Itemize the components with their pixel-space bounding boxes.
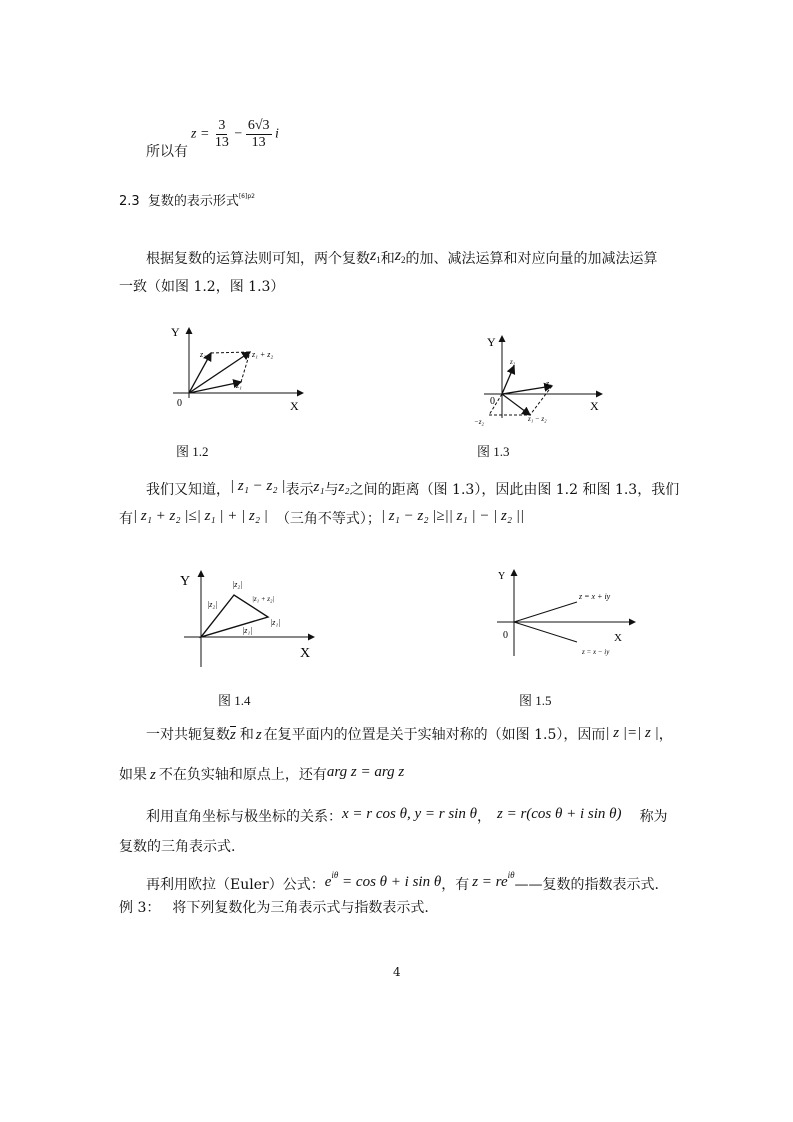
euler-formula: $e^{i\theta} = \cos \theta + i$ sin θ	[324, 870, 442, 890]
example-text: 将下列复数化为三角表示式与指数表示式.	[172, 900, 429, 916]
y-label: Y	[171, 325, 180, 339]
intro-text: 所以有	[146, 144, 188, 160]
dash-side	[530, 386, 552, 415]
dash-top	[211, 352, 250, 353]
section-title: 复数的表示形式	[147, 194, 239, 209]
y-label: Y	[498, 571, 506, 582]
origin-label: 0	[503, 630, 508, 641]
figure-1-5	[495, 566, 640, 661]
x-label: X	[300, 646, 311, 661]
para1-line1	[146, 247, 657, 268]
para2-text-f: （三角不等式）；	[275, 511, 381, 527]
z1-label: |z₁|	[270, 618, 281, 627]
z2-vector	[502, 366, 514, 394]
figure-1-3	[470, 328, 620, 433]
para5-text-a: 再利用欧拉（Euler）公式：	[146, 877, 325, 893]
minus-sign: −	[234, 126, 243, 142]
z1-symbol: $z_1$	[370, 247, 381, 265]
para3-text-b: 和	[239, 727, 254, 743]
sum-label: |z₁ + z₂|	[252, 595, 275, 603]
lower-label: z = x − iy	[582, 648, 610, 656]
fraction-1: $\frac{3}{13}$	[214, 118, 229, 150]
x-label: X	[590, 399, 599, 413]
upper-label: z = x + iy	[579, 592, 611, 601]
z1-inline: z₁	[313, 479, 325, 495]
diff-vector	[502, 394, 530, 415]
origin-label: 0	[177, 398, 182, 409]
para1-line2: 一致（如图 1.2，图 1.3）	[119, 279, 285, 295]
modulus-equality: | z |=| z |	[605, 725, 659, 741]
z2-label: z₂	[200, 350, 206, 359]
reverse-triangle-inequality: | z₁ − z₂ |≥|| z₁ | − | z₂ ||	[380, 508, 525, 524]
para2-text-b: 表示	[285, 482, 314, 498]
para2-line2	[119, 508, 524, 528]
z2-side-label: |z₂|	[207, 600, 218, 609]
polar-relation: x = r cos θ, y = r sin θ	[342, 806, 477, 822]
x-label: X	[290, 399, 299, 413]
section-number: 2.3	[119, 194, 140, 209]
para4-line2: 复数的三角表示式.	[119, 839, 236, 855]
origin-label: 0	[490, 396, 495, 407]
figure-1-4	[176, 565, 326, 670]
para5-text-c: ——复数的指数表示式.	[514, 877, 659, 893]
z1-label: z₁	[546, 379, 552, 388]
fig15-caption: 图 1.5	[519, 693, 552, 708]
neg-z2-label: −z₂	[474, 418, 484, 426]
z1-base-label: |z₁|	[242, 626, 253, 635]
arg-equality: arg z = arg z	[326, 764, 405, 780]
para4-separator: ，	[476, 809, 491, 825]
para2-line1	[146, 478, 679, 499]
para3-text-e: 不在负实轴和原点上，还有	[158, 767, 327, 783]
z2-vector	[189, 353, 211, 393]
para3-line1	[146, 724, 673, 744]
fraction-2: $\frac{6√3}{13}$	[247, 118, 270, 150]
y-label: Y	[180, 574, 191, 589]
y-label: Y	[487, 335, 496, 349]
exponential-form: $z = re^{i\theta}$	[472, 870, 515, 890]
distance-expr: | z₁ − z₂ |	[230, 478, 286, 494]
para5-line1	[146, 870, 659, 894]
x-label: X	[614, 632, 622, 644]
upper-ray	[514, 602, 577, 622]
fig14-caption: 图 1.4	[218, 693, 251, 708]
para1-text-a: 根据复数的运算法则可知，两个复数	[146, 251, 370, 267]
z1-vector	[502, 386, 552, 394]
eq-lhs: z =	[191, 126, 210, 142]
sum-label: z₁ + z₂	[252, 350, 274, 359]
fig12-caption: 图 1.2	[176, 444, 209, 459]
example-label: 例 3：	[119, 900, 161, 916]
diff-label: z₁ − z₂	[528, 415, 547, 423]
para1-text-b: 的加、减法运算和对应向量的加减法运算	[405, 251, 658, 267]
z-conjugate: z	[230, 727, 236, 743]
triangle-inequality: | z₁ + z₂ |≤| z₁ | + | z₂ |	[133, 508, 268, 524]
section-citation: [6]p2	[238, 193, 255, 200]
para3-text-d: 如果	[119, 767, 147, 783]
para2-text-a: 我们又知道，	[146, 482, 230, 498]
page-number: 4	[393, 965, 401, 979]
z2-inline: z₂	[338, 479, 350, 495]
section-heading	[119, 190, 255, 209]
z-symbol-2: z	[150, 767, 156, 783]
lower-ray	[514, 622, 577, 642]
z2-symbol: $z_2$	[394, 247, 406, 265]
z2-top-label: |z₂|	[232, 580, 243, 589]
para3-text-c: 在复平面内的位置是关于实轴对称的（如图 1.5），因而	[263, 727, 606, 743]
z1-label: z₁	[236, 381, 242, 390]
para3-text-a: 一对共轭复数	[146, 727, 230, 743]
fig13-caption: 图 1.3	[477, 444, 510, 459]
z-equation	[191, 118, 279, 151]
example-3	[119, 897, 429, 917]
para2-text-e: 有	[119, 511, 133, 527]
para2-text-c: 与	[324, 482, 339, 498]
figure-1-2	[165, 320, 315, 420]
z2-label: z₂	[510, 358, 516, 366]
para1-and: 和	[380, 251, 395, 267]
para3-line2	[119, 764, 404, 784]
para3-comma: ，	[658, 727, 673, 743]
para2-text-d: 之间的距离（图 1.3），因此由图 1.2 和图 1.3，我们	[349, 482, 680, 498]
imaginary-unit: i	[275, 126, 279, 142]
trig-form: z = r(cos θ + i sin θ)	[496, 806, 622, 822]
para5-text-b: ，有	[441, 877, 470, 893]
para4-text-b: 称为	[639, 809, 668, 825]
para4-line1	[146, 806, 668, 826]
para4-text-a: 利用直角坐标与极坐标的关系：	[146, 809, 342, 825]
z-symbol: z	[255, 727, 262, 743]
